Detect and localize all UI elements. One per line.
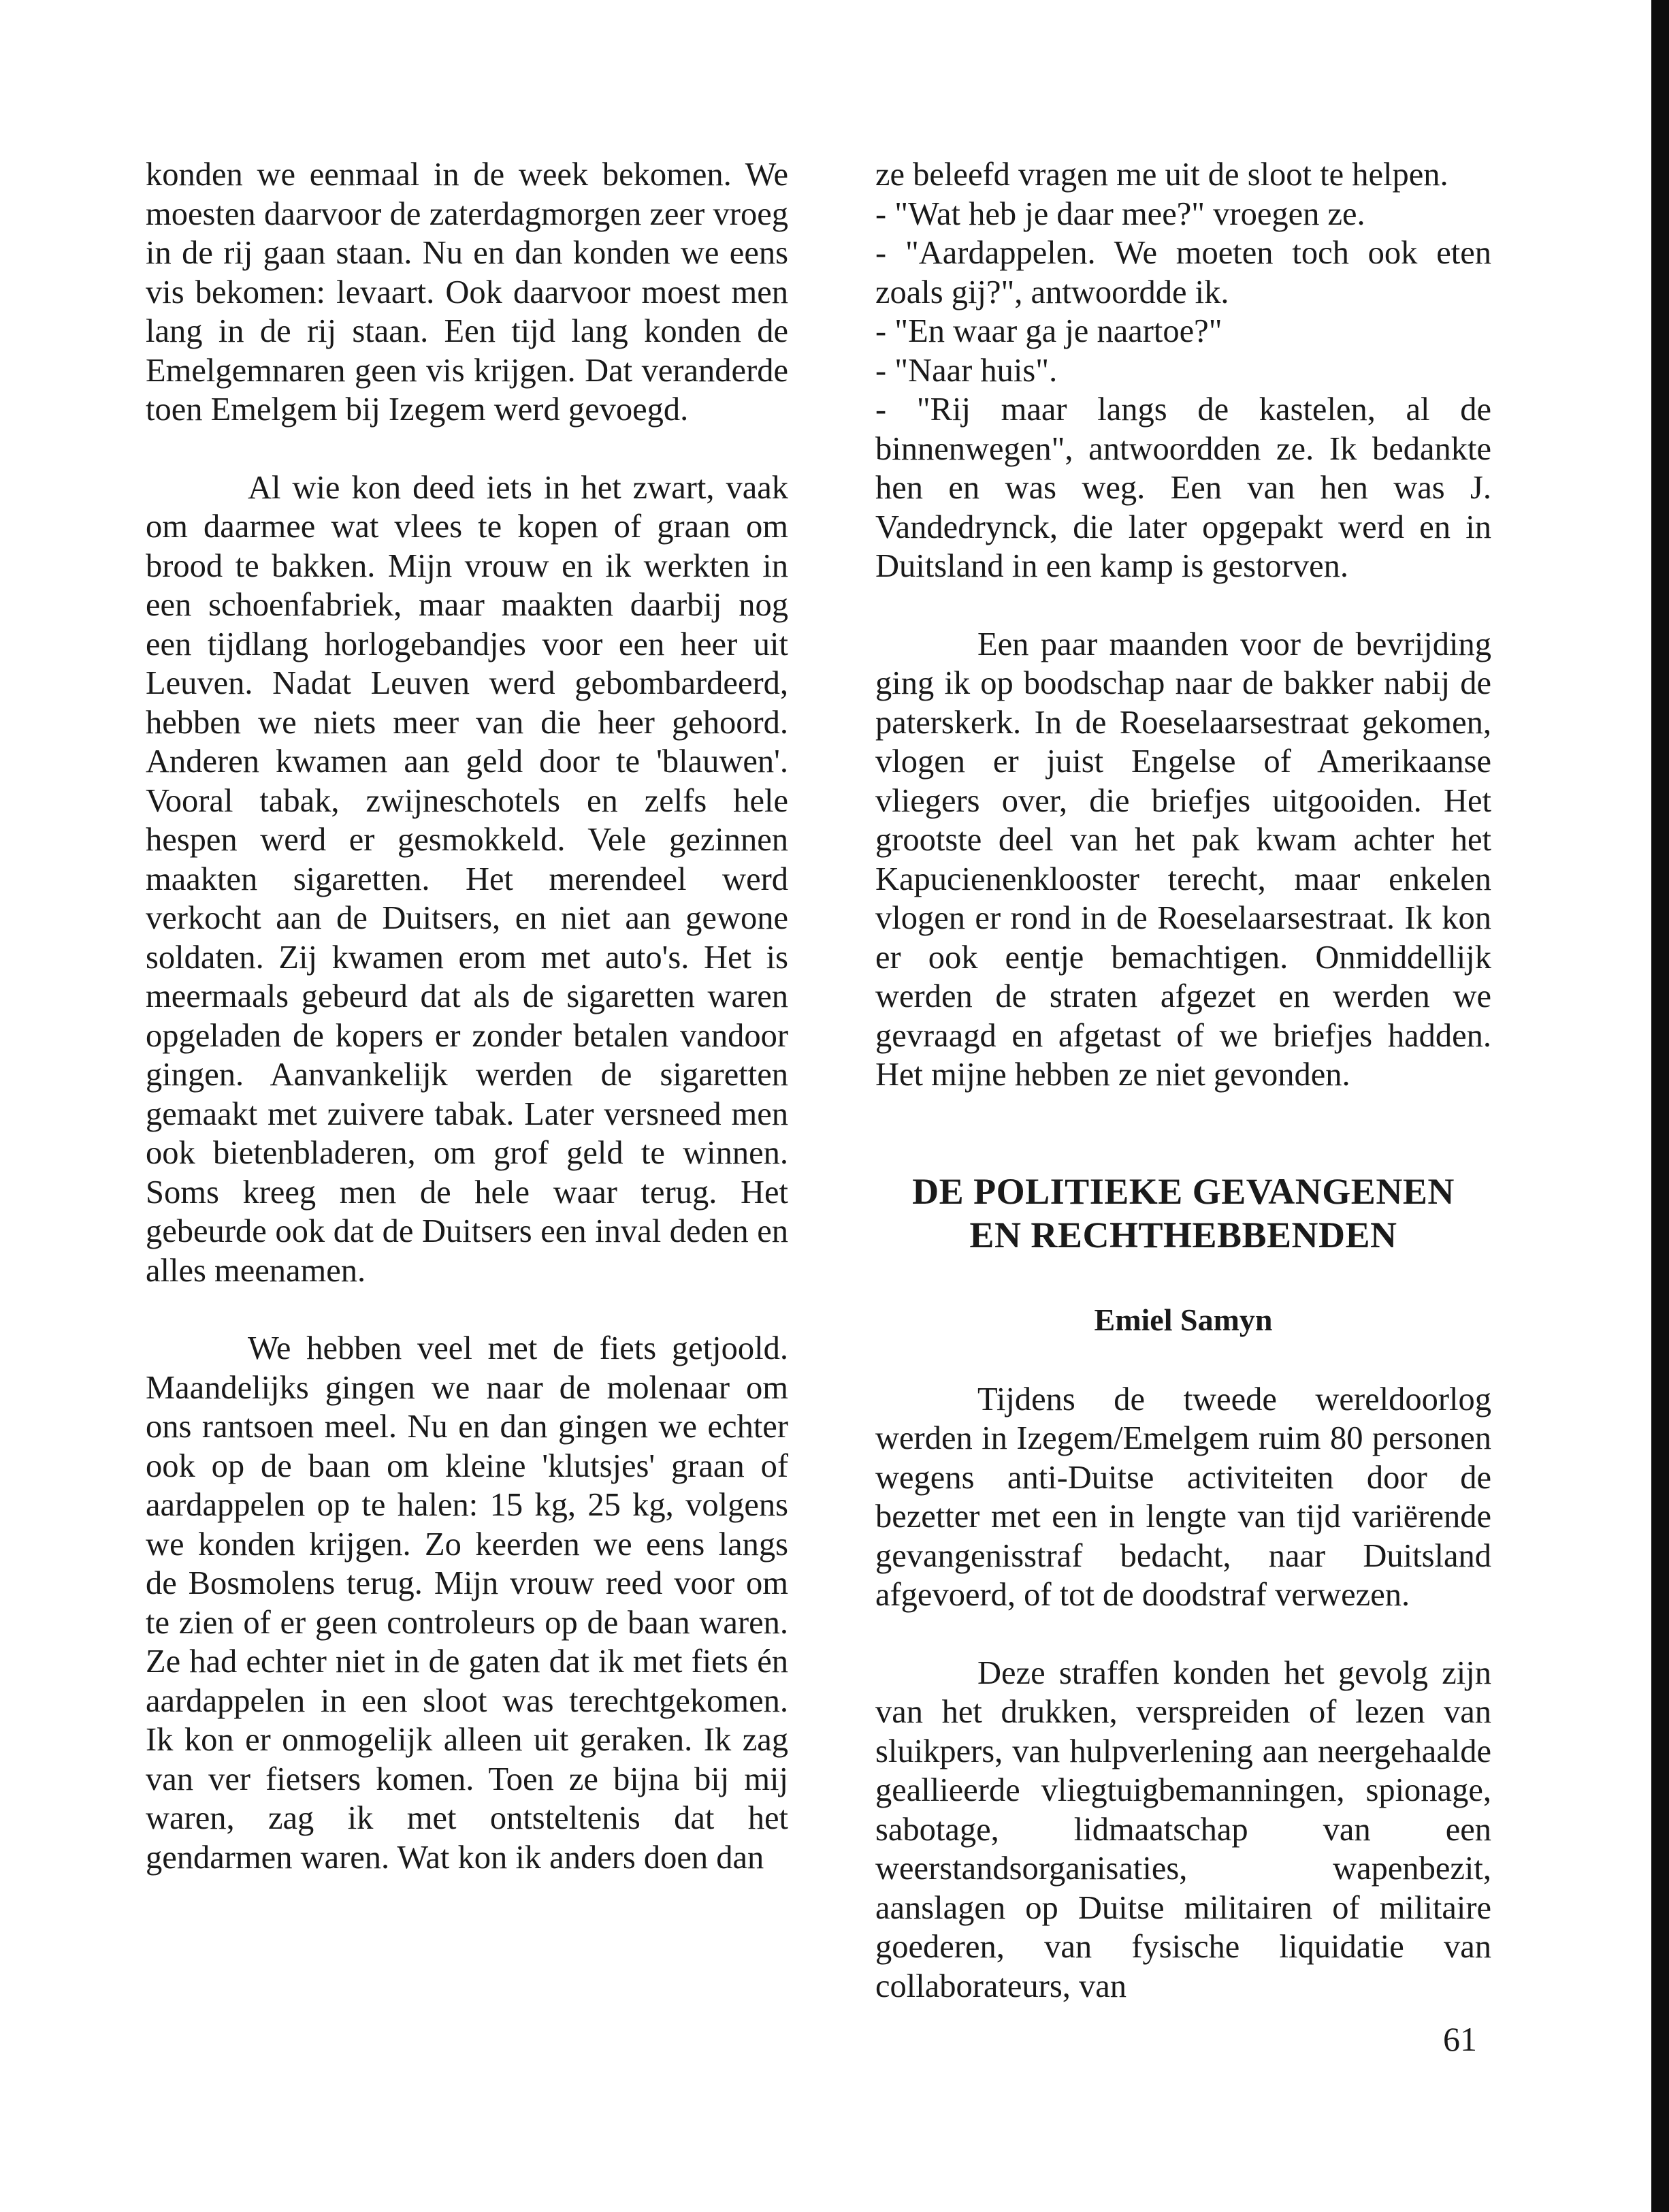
left-paragraph-1: konden we eenmaal in de week bekomen. We moesten daarvoor de zaterdagmorgen zeer vroeg in de rij gaan staan. Nu en dan konden we eens vis bekomen: levaart. Ook daarvoor moest men lang in de rij staan. Een tijd lang konden de Emelgemnaren geen vis krijgen. Dat veranderde toen Emelgem bij Izegem werd gevoegd. <box>146 157 788 428</box>
section-heading-line-1: DE POLITIEKE GEVANGENEN <box>912 1170 1455 1212</box>
dialog-line: - "Naar huis". <box>875 352 1058 389</box>
dialog-line: - "Wat heb je daar mee?" vroegen ze. <box>875 195 1365 232</box>
scan-edge <box>1651 0 1669 2212</box>
right-paragraph-1: ze beleefd vragen me uit de sloot te helpen. <box>875 157 1448 193</box>
section-heading <box>875 1170 1491 1257</box>
left-paragraph-2: Al wie kon deed iets in het zwart, vaak om daarmee wat vlees te kopen of graan om brood te bakken. Mijn vrouw en ik werkten in een schoenfabriek, maar maakten daarbij nog een tijdlang horlogebandjes voor een heer uit Leuven. Nadat Leuven werd gebombardeerd, hebben we niets meer van die heer gehoord. Anderen kwamen aan geld door te 'blauwen'. Vooral tabak, zwijneschotels en zelfs hele hespen werd er gesmokkeld. Vele gezinnen maakten sigaretten. Het merendeel werd verkocht aan de Duitsers, en niet aan gewone soldaten. Zij kwamen erom met auto's. Het is meermaals gebeurd dat als de sigaretten waren opgeladen de kopers er zonder betalen vandoor gingen. Aanvankelijk werden de sigaretten gemaakt met zuivere tabak. Later versneed men ook bietenbladeren, om grof geld te winnen. Soms kreeg men de hele waar terug. Het gebeurde ook dat de Duitsers een inval deden en alles meenamen. <box>146 469 788 1289</box>
page-number: 61 <box>1443 2020 1477 2058</box>
left-paragraph-3: We hebben veel met de fiets getjoold. Maandelijks gingen we naar de molenaar om ons rantsoen meel. Nu en dan gingen we echter ook op de baan om kleine 'klutsjes' graan of aardappelen op te halen: 15 kg, 25 kg, volgens we konden krijgen. Zo keerden we eens langs de Bosmolens terug. Mijn vrouw reed voor om te zien of er geen controleurs op de baan waren. Ze had echter niet in de gaten dat ik met fiets én aardappelen in een sloot was terechtgekomen. Ik kon er onmogelijk alleen uit geraken. Ik zag van ver fietsers komen. Toen ze bijna bij mij waren, zag ik met ontsteltenis dat het gendarmen waren. Wat kon ik anders doen dan <box>146 1330 788 1876</box>
left-column <box>146 155 788 1877</box>
dialog-line: - "Aardappelen. We moeten toch ook eten zoals gij?", antwoordde ik. <box>875 235 1491 310</box>
right-column <box>875 155 1491 2006</box>
dialog-line: - "En waar ga je naartoe?" <box>875 313 1222 349</box>
author-name: Emiel Samyn <box>1094 1302 1273 1337</box>
dialog-line: - "Rij maar langs de kastelen, al de binnenwegen", antwoordden ze. Ik bedankte hen en was weg. Een van hen was J. Vandedrynck, die later opgepakt werd en in Duitsland in een kamp is gestorven. <box>875 391 1491 584</box>
right-paragraph-2: Een paar maanden voor de bevrijding ging ik op boodschap naar de bakker nabij de paterskerk. In de Roeselaarsestraat gekomen, vlogen er juist Engelse of Amerikaanse vliegers over, die briefjes uitgooiden. Het grootste deel van het pak kwam achter het Kapucienenklooster terecht, maar enkelen vlogen er rond in de Roeselaarsestraat. Ik kon er ook eentje bemachtigen. Onmiddellijk werden de straten afgezet en werden we gevraagd en afgetast of we briefjes hadden. Het mijne hebben ze niet gevonden. <box>875 626 1491 1093</box>
right-paragraph-3: Tijdens de tweede wereldoorlog werden in Izegem/Emelgem ruim 80 personen wegens anti-Duitse activiteiten door de bezetter met een in lengte van tijd variërende gevangenisstraf bedacht, naar Duitsland afgevoerd, of tot de doodstraf verwezen. <box>875 1381 1491 1613</box>
section-heading-line-2: EN RECHTHEBBENDEN <box>969 1214 1397 1255</box>
right-paragraph-4: Deze straffen konden het gevolg zijn van het drukken, verspreiden of lezen van sluikpers, van hulpverlening aan neergehaalde geallieerde vliegtuigbemanningen, spionage, sabotage, lidmaatschap van een weerstandsorganisaties, wapenbezit, aanslagen op Duitse militairen of militaire goederen, van fysische liquidatie van collaborateurs, van <box>875 1654 1491 2004</box>
dialog-block <box>875 195 1491 586</box>
